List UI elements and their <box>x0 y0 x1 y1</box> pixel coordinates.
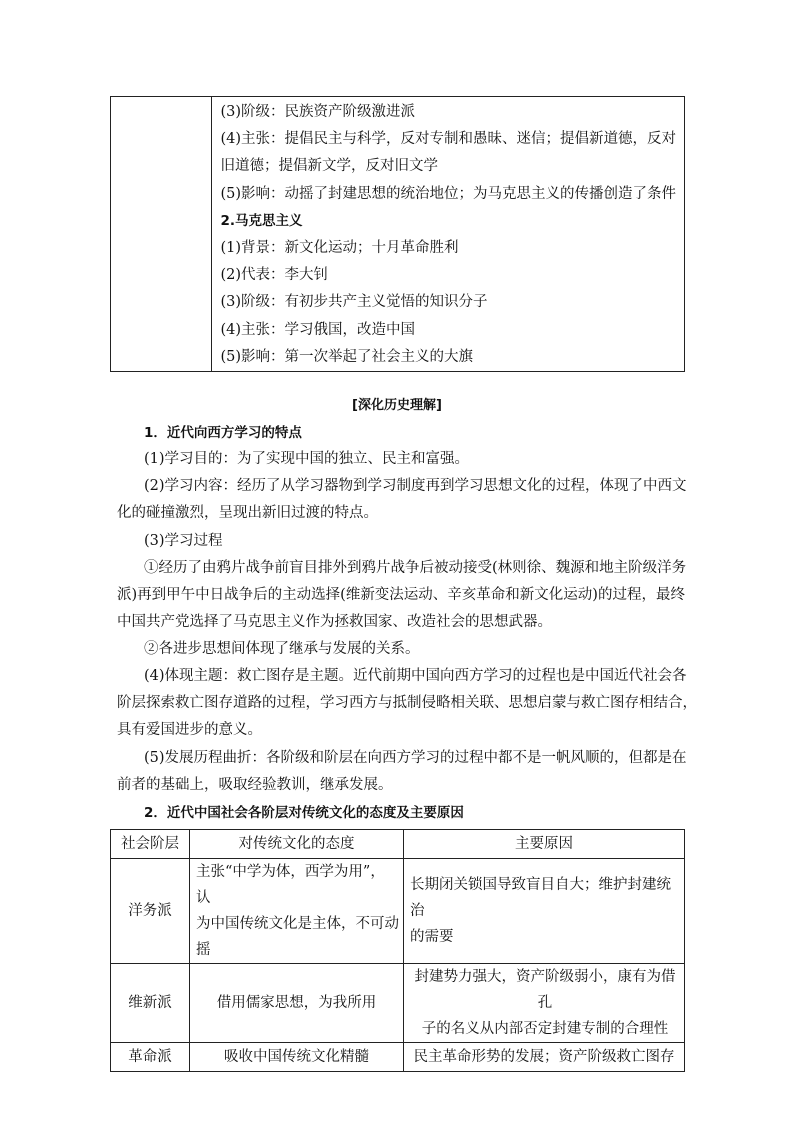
theme-line-3: 具有爱国进步的意义。 <box>117 722 262 738</box>
reason-line: 的需要 <box>410 929 454 945</box>
table-row <box>111 1043 685 1072</box>
class-line: (3)阶级：民族资产阶级激进派 <box>220 104 415 120</box>
learning-goal: (1)学习目的：为了实现中国的独立、民主和富强。 <box>144 451 470 467</box>
reason-line: 子的名义从内部否定封建专制的合理性 <box>421 1021 669 1037</box>
row-attitude: 借用儒家思想，为我所用 <box>190 964 404 1043</box>
table-header-row <box>111 830 685 859</box>
row-class: 革命派 <box>111 1043 190 1072</box>
learning-content-line-2: 化的碰撞激烈，呈现出新旧过渡的特点。 <box>117 505 378 521</box>
section-title: [深化历史理解] <box>352 398 442 413</box>
continuation-table <box>110 96 685 372</box>
marxism-background: (1)背景：新文化运动；十月革命胜利 <box>220 240 459 257</box>
learning-process-title: (3)学习过程 <box>144 533 223 549</box>
row-attitude <box>190 859 404 964</box>
proposition-line-1: (4)主张：提倡民主与科学，反对专制和愚昧、迷信；提倡新道德，反对 <box>220 131 676 148</box>
row-class: 维新派 <box>111 964 190 1043</box>
row-class: 洋务派 <box>111 859 190 964</box>
table-row <box>111 964 685 1043</box>
table-row <box>111 859 685 964</box>
proposition-line-2: 旧道德；提倡新文学，反对旧文学 <box>220 158 438 175</box>
marxism-representative: (2)代表：李大钊 <box>220 267 328 284</box>
marxism-class: (3)阶级：有初步共产主义觉悟的知识分子 <box>220 294 488 311</box>
learning-process-line-3: 中国共产党选择了马克思主义作为拯救国家、改造社会的思想武器。 <box>117 614 552 630</box>
row-reason <box>404 964 685 1043</box>
row-reason: 民主革命形势的发展；资产阶级救亡图存 <box>404 1043 685 1072</box>
reason-line: 长期闭关锁国导致盲目自大；维护封建统治 <box>410 877 671 919</box>
course-line-1: (5)发展历程曲折：各阶级和阶层在向西方学习的过程中都不是一帆风顺的，但都是在 <box>144 750 687 766</box>
attitude-line: 摇 <box>196 942 211 958</box>
marxism-influence: (5)影响：第一次举起了社会主义的大旗 <box>220 348 473 365</box>
attitude-line: 主张“中学为体，西学为用”，认 <box>196 864 385 906</box>
course-line-2: 前者的基础上，吸取经验教训，继承发展。 <box>117 777 393 793</box>
learning-process-relation: ②各进步思想间体现了继承与发展的关系。 <box>144 641 420 657</box>
learning-process-line-1: ①经历了由鸦片战争前盲目排外到鸦片战争后被动接受(林则徐、魏源和地主阶级洋务 <box>144 560 687 576</box>
header-social-class: 社会阶层 <box>111 830 190 859</box>
learning-content-line-1: (2)学习内容：经历了从学习器物到学习制度再到学习思想文化的过程，体现了中西文 <box>144 478 687 494</box>
reason-line: 封建势力强大，资产阶级弱小，康有为借孔 <box>414 969 676 1011</box>
row-attitude: 吸收中国传统文化精髓 <box>190 1043 404 1072</box>
table-right-cell <box>212 97 685 372</box>
influence-line: (5)影响：动摇了封建思想的统治地位；为马克思主义的传播创造了条件 <box>220 185 676 202</box>
attitude-line: 为中国传统文化是主体，不可动 <box>196 916 399 932</box>
attitude-table <box>110 829 685 1072</box>
theme-line-2: 阶层探索救亡图存道路的过程，学习西方与抵制侵略相关联、思想启蒙与救亡图存相结合， <box>117 695 697 711</box>
header-reason: 主要原因 <box>404 830 685 859</box>
point2-heading: 2．近代中国社会各阶层对传统文化的态度及主要原因 <box>144 805 464 821</box>
header-attitude: 对传统文化的态度 <box>190 830 404 859</box>
table-left-cell <box>111 97 212 372</box>
theme-line-1: (4)体现主题：救亡图存是主题。近代前期中国向西方学习的过程也是中国近代社会各 <box>144 668 687 684</box>
learning-process-line-2: 派)再到甲午中日战争后的主动选择(维新变法运动、辛亥革命和新文化运动)的过程，最终 <box>117 587 685 603</box>
marxism-heading: 2.马克思主义 <box>220 212 303 229</box>
marxism-proposition: (4)主张：学习俄国，改造中国 <box>220 321 415 338</box>
row-reason <box>404 859 685 964</box>
point1-heading: 1．近代向西方学习的特点 <box>144 425 302 441</box>
